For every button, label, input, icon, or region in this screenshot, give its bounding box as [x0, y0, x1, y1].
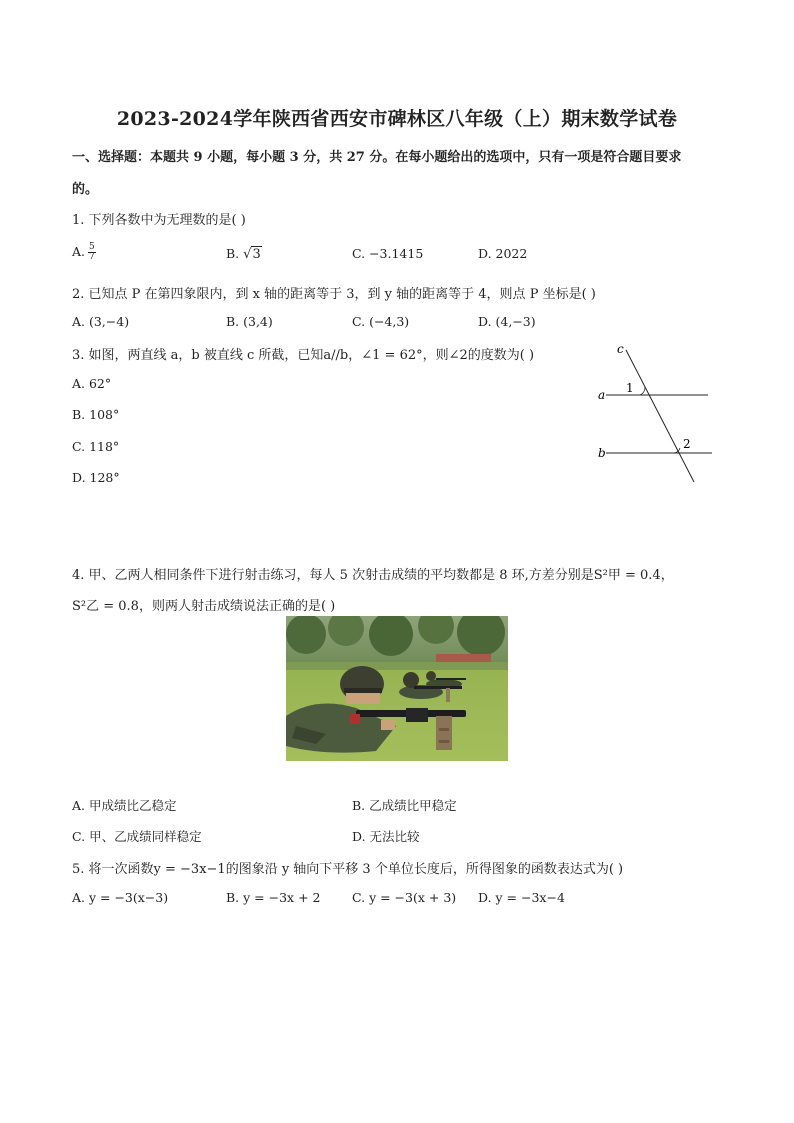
- question-5-stem: 5. 将一次函数y = −3x−1的图象沿 y 轴向下平移 3 个单位长度后，所得图象的函数表达式为( ): [72, 862, 624, 877]
- angle-1-arc: [640, 387, 645, 395]
- question-4-option-c[interactable]: C. 甲、乙成绩同样稳定: [72, 829, 202, 844]
- question-2-stem: 2. 已知点 P 在第四象限内，到 x 轴的距离等于 3，到 y 轴的距离等于 4，则点 P 坐标是( ): [72, 287, 596, 302]
- question-5-option-a[interactable]: A. y = −3(x−3): [72, 890, 169, 905]
- question-1-option-d[interactable]: D. 2022: [478, 246, 528, 261]
- radicand: 3: [252, 247, 261, 262]
- question-5-option-b[interactable]: B. y = −3x + 2: [226, 890, 321, 905]
- label-angle-2: 2: [683, 437, 691, 451]
- question-1-stem: 1. 下列各数中为无理数的是( ): [72, 213, 246, 228]
- question-4-stem-line1: 4. 甲、乙两人相同条件下进行射击练习，每人 5 次射击成绩的平均数都是 8 环,方差分别是S²甲 = 0.4，: [72, 568, 674, 583]
- fraction-numerator: 5: [89, 242, 95, 252]
- label-a: a: [598, 388, 606, 402]
- question-1-option-c[interactable]: C. −3.1415: [352, 246, 424, 261]
- section-heading-cont: 的。: [72, 182, 99, 197]
- line-c: [626, 350, 694, 482]
- option-b-prefix: B.: [226, 246, 240, 261]
- question-5-option-c[interactable]: C. y = −3(x + 3): [352, 890, 457, 905]
- question-3-option-d[interactable]: D. 128°: [72, 470, 120, 485]
- label-angle-1: 1: [626, 381, 634, 395]
- question-2-option-c[interactable]: C. (−4,3): [352, 314, 410, 329]
- section-heading: 一、选择题：本题共 9 小题，每小题 3 分，共 27 分。在每小题给出的选项中，只有一项是符合题目要求: [72, 150, 682, 165]
- label-c: c: [617, 342, 624, 356]
- question-2-option-d[interactable]: D. (4,−3): [478, 314, 536, 329]
- question-4-option-d[interactable]: D. 无法比较: [352, 829, 420, 844]
- question-3-option-c[interactable]: C. 118°: [72, 439, 120, 454]
- option-a-prefix: A.: [72, 244, 86, 259]
- fraction-denominator: 7: [89, 252, 95, 262]
- parallel-lines-figure: [590, 340, 720, 490]
- question-4-option-a[interactable]: A. 甲成绩比乙稳定: [72, 798, 177, 813]
- question-3-stem: 3. 如图，两直线 a，b 被直线 c 所截，已知a//b，∠1 = 62°，则∠2的度数为( ): [72, 348, 535, 363]
- label-b: b: [598, 446, 606, 460]
- question-2-option-a[interactable]: A. (3,−4): [72, 314, 130, 329]
- sqrt-expression: √3: [243, 247, 261, 262]
- question-5-option-d[interactable]: D. y = −3x−4: [478, 890, 565, 905]
- question-2-option-b[interactable]: B. (3,4): [226, 314, 273, 329]
- question-3-option-a[interactable]: A. 62°: [72, 376, 112, 391]
- shooting-practice-photo: [286, 616, 508, 761]
- question-4-option-b[interactable]: B. 乙成绩比甲稳定: [352, 798, 457, 813]
- page-title: 2023-2024学年陕西省西安市碑林区八年级（上）期末数学试卷: [116, 108, 678, 130]
- question-1-option-b[interactable]: [226, 246, 262, 262]
- question-4-stem-line2: S²乙 = 0.8，则两人射击成绩说法正确的是( ): [72, 599, 336, 614]
- question-1-option-a[interactable]: [72, 243, 96, 262]
- fraction: [88, 243, 96, 262]
- question-3-option-b[interactable]: B. 108°: [72, 407, 120, 422]
